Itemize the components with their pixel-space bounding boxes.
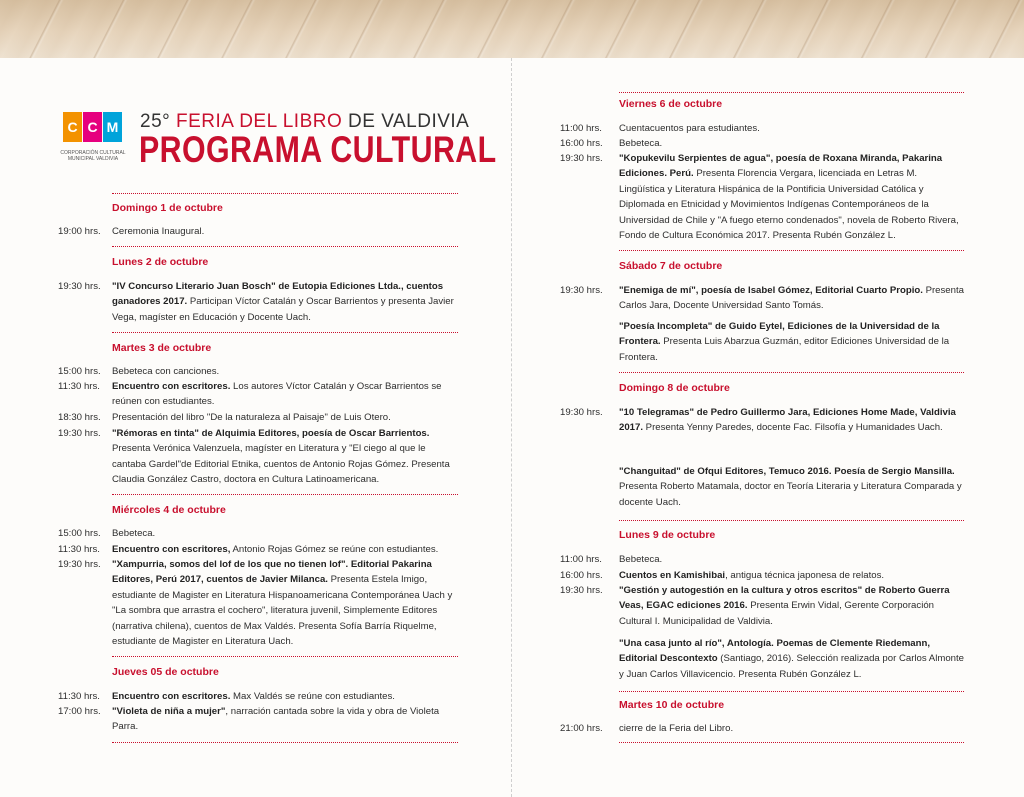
day-heading: Viernes 6 de octubre [619,98,723,110]
event-detail: Bebeteca. [619,138,663,149]
event-time: 19:30 hrs. [58,559,101,570]
event-detail: Bebeteca. [112,528,156,539]
separator [619,742,964,743]
separator [112,742,458,743]
separator [619,250,964,251]
event-detail: Max Valdés se reúne con estudiantes. [230,691,395,702]
logo-letter-c2: C [83,112,102,142]
wood-banner [0,0,1024,58]
event-time: 15:00 hrs. [58,366,101,377]
separator [112,193,458,194]
event-detail: cierre de la Feria del Libro. [619,723,734,734]
event-detail: Antonio Rojas Gómez se reúne con estudiantes. [230,544,439,555]
event-detail: Presenta Erwin Vidal, Gerente Corporación Cultural I. Municipalidad de Valdivia. [619,600,934,627]
event-detail: Bebeteca. [619,554,663,565]
event-time: 19:00 hrs. [58,226,101,237]
event-time: 19:30 hrs. [560,153,603,164]
event-detail: Presenta Florencia Vergara, licenciada en Letras M. Lingüística y Literatura Hispánica de la Pontificia Universidad Católica y Diplomada en Etnicidad y Movimientos Indígenas Contemporáneos de la Universidad de Chile y "A fuego eterno condenados", novela de Roberto Rivera, Fondo de Cultura Económica 2017. Presenta Rubén González L. [619,168,959,242]
day-heading: Sábado 7 de octubre [619,260,723,272]
event-description [112,689,458,704]
separator [619,691,964,692]
event-description [112,279,458,325]
event-title: Cuentos en Kamishibai [619,570,726,581]
event-time: 19:30 hrs. [560,285,603,296]
page-title: PROGRAMA CULTURAL [139,129,497,170]
event-description [619,283,964,314]
event-title: "Changuitad" de Ofqui Editores, Temuco 2016. Poesía de Sergio Mansilla. [619,466,955,477]
event-description [619,121,964,136]
event-time: 11:30 hrs. [58,381,100,392]
event-detail: Presentación del libro "De la naturaleza al Paisaje" de Luis Otero. [112,412,391,423]
event-detail: Cuentacuentos para estudiantes. [619,123,760,134]
event-detail: Presenta Estela Imigo, estudiante de Magister en Literatura Hispanoamericana Contemporánea Uach y "La sombra que arrastra el cochero", literatura juvenil, Simplemente Editores (narrativa chilena), cuentos de Max Valdés. Presenta Sofía Barría Riquelme, estudiante de Magister en Literatura Uach. [112,574,453,648]
event-time: 19:30 hrs. [58,281,101,292]
event-title: "Xampurria, somos del lof de los que no tienen lof". Editorial Pakarina Editores, Perú 2017, cuentos de Javier Milanca. [112,559,432,586]
feria-red: FERIA DEL LIBRO [176,111,343,132]
event-title: "Violeta de niña a mujer" [112,706,226,717]
feria-suffix: DE VALDIVIA [342,111,470,132]
event-detail: Bebeteca con canciones. [112,366,220,377]
event-title: Encuentro con escritores. [112,381,231,392]
event-description [619,151,964,243]
event-detail: Presenta Verónica Valenzuela, magíster en Literatura y "El ciego al que le cantaba Gardel"de Editorial Etnika, cuentos de Antonio Rojas Gómez. Presenta Claudia González Castro, doctora en Cultura Latinoamericana. [112,443,450,486]
event-detail: Presenta Roberto Matamala, doctor en Teoría Literaria y Literatura Comparada y docente Uach. [619,481,962,508]
day-heading: Domingo 8 de octubre [619,382,730,394]
event-description [619,136,964,151]
separator [112,656,458,657]
event-title: "Gestión y autogestión en la cultura y otros escritos" de Roberto Guerra Veas, EGAC ediciones 2016. [619,585,950,612]
event-description [112,426,458,488]
event-title: "Poesía Incompleta" de Guido Eytel, Ediciones de la Universidad de la Frontera. [619,321,940,348]
event-description [619,319,964,365]
day-heading: Jueves 05 de octubre [112,666,219,678]
event-description [619,552,964,567]
separator [619,372,964,373]
logo-squares [63,112,123,146]
event-title: "IV Concurso Literario Juan Bosch" de Eutopia Ediciones Ltda., cuentos ganadores 2017. [112,281,444,308]
event-detail: Presenta Luis Abarzua Guzmán, editor Ediciones Universidad de la Frontera. [619,336,950,363]
event-description [112,224,458,239]
event-time: 19:30 hrs. [560,585,603,596]
event-description [619,636,964,682]
feria-prefix: 25° [140,111,177,132]
event-description [619,568,964,583]
event-title: Encuentro con escritores, [112,544,231,555]
separator [112,494,458,495]
event-time: 15:00 hrs. [58,528,101,539]
day-heading: Martes 3 de octubre [112,342,212,354]
logo-letter-m: M [103,112,122,142]
day-heading: Lunes 9 de octubre [619,529,716,541]
logo-caption [58,150,128,162]
separator [619,520,964,521]
event-description [619,583,964,629]
event-detail: Ceremonia Inaugural. [112,226,205,237]
event-time: 19:30 hrs. [58,428,101,439]
event-description [619,405,964,436]
event-description [619,721,964,736]
event-time: 17:00 hrs. [58,706,101,717]
event-description [112,526,458,541]
event-description [112,410,458,425]
ccm-logo [58,112,128,170]
event-description [112,704,458,735]
event-time: 19:30 hrs. [560,407,603,418]
event-time: 21:00 hrs. [560,723,603,734]
event-title: "Kopukevilu Serpientes de agua", poesía de Roxana Miranda, Pakarina Ediciones. Perú. [619,153,943,180]
event-time: 11:00 hrs. [560,554,602,565]
day-heading: Martes 10 de octubre [619,699,725,711]
separator [619,92,964,93]
event-detail: , narración cantada sobre la vida y obra de Violeta Parra. [112,706,440,733]
event-time: 11:30 hrs. [58,544,100,555]
day-heading: Domingo 1 de octubre [112,202,223,214]
event-detail: Participan Víctor Catalán y Oscar Barrientos y presenta Javier Vega, magíster en Educación y Docente Uach. [112,296,454,323]
event-detail: (Santiago, 2016). Selección realizada por Carlos Almonte y Juan Carlos Villavicencio. Presenta Rubén González L. [619,653,965,680]
separator [112,246,458,247]
event-time: 16:00 hrs. [560,138,603,149]
logo-letter-c1: C [63,112,82,142]
day-heading: Lunes 2 de octubre [112,256,209,268]
logo-caption-line1: CORPORACIÓN CULTURAL [60,150,126,156]
event-title: "10 Telegramas" de Pedro Guillermo Jara, Ediciones Home Made, Valdivia 2017. [619,407,956,434]
logo-caption-line2: MUNICIPAL VALDIVIA [67,156,119,162]
event-title: Encuentro con escritores. [112,691,231,702]
event-time: 11:00 hrs. [560,123,602,134]
page-fold [511,58,512,797]
event-description [619,464,964,510]
event-description [112,379,458,410]
event-detail: Presenta Yenny Paredes, docente Fac. Filsofía y Humanidades Uach. [643,422,943,434]
event-detail: , antigua técnica japonesa de relatos. [725,570,885,581]
event-time: 11:30 hrs. [58,691,100,702]
event-time: 16:00 hrs. [560,570,603,581]
event-title: "Una casa junto al río", Antología. Poemas de Clemente Riedemann, Editorial Descontexto [619,638,931,665]
separator [112,332,458,333]
event-detail: Presenta Carlos Jara, Docente Universidad Santo Tomás. [619,285,964,312]
event-description [112,364,458,379]
day-heading: Miércoles 4 de octubre [112,504,226,516]
event-time: 18:30 hrs. [58,412,101,423]
event-description [112,557,458,649]
event-description [112,542,458,557]
event-title: "Rémoras en tinta" de Alquimia Editores, poesía de Oscar Barrientos. [112,428,430,439]
event-detail: Los autores Víctor Catalán y Oscar Barrientos se reúnen con estudiantes. [112,381,442,408]
event-title: "Enemiga de mí", poesía de Isabel Gómez, Editorial Cuarto Propio. [619,285,923,296]
